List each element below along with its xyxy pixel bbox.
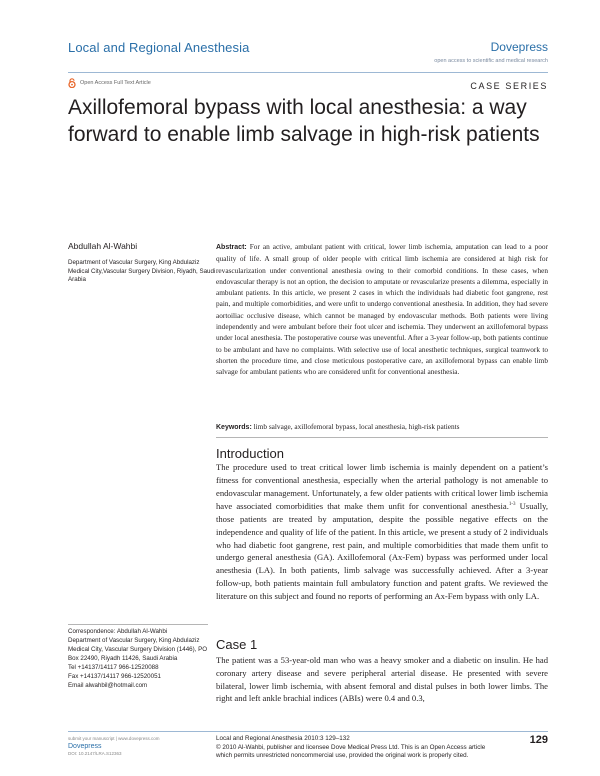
correspondence-address: Department of Vascular Surgery, King Abdulaziz Medical City, Vascular Surgery Division (1446), PO Box 22490, Riyadh 11426, Saudi Arabia <box>68 637 208 662</box>
correspondence-block <box>68 627 218 690</box>
article-title: Axillofemoral bypass with local anesthesia: a way forward to enable limb salvage in high-risk patients <box>68 96 540 146</box>
introduction-body <box>216 461 548 603</box>
abstract <box>216 241 548 378</box>
copyright-line-1: © 2010 Al-Wahbi, publisher and licensee Dove Medical Press Ltd. This is an Open Access article <box>216 743 486 751</box>
introduction-text-1: The procedure used to treat critical lower limb ischemia is mainly dependent on a patient’s fitness for conventional anesthesia, especially when the arterial pathology is not amenable to endovascular management. Unfortunately, a few older patients with critical lower limb ischemia have associated comorbidities that make them unfit for conventional anesthesia. <box>216 462 548 512</box>
open-access-lock-icon <box>68 78 76 88</box>
footer-publisher-logo[interactable]: Dovepress <box>68 743 102 750</box>
introduction-text-2: Usually, those patients are treated by amputation, despite the possible negative effects on the independence and quality of life of the patient. In this article, we present a study of 2 individuals who had diabetic foot gangrene, rest pain, and multiple comorbidities that made them unfit to undergo general anesthesia (GA). Axillofemoral (Ax-Fem) bypass was performed under local anesthesia (LA). In both patients, limb salvage was successfully achieved. After a 3-year follow-up, both patients maintain full ambulatory function and patent grafts. We reviewed the literature on this subject and found no reports of performing an Ax-Fem bypass with only LA. <box>216 501 548 601</box>
case1-body: The patient was a 53-year-old man who was a heavy smoker and a diabetic on insulin. He had coronary artery disease and severe peripheral arterial disease. He presented with severe bilateral, lower limb ischemia, with absent femoral and distal pulses in both lower limbs. The right and left ankle brachial indices (ABIs) were 0.4 and 0.3, <box>216 655 548 704</box>
abstract-rule <box>216 437 548 438</box>
page-number: 129 <box>529 734 548 746</box>
copyright-line-2: which permits unrestricted noncommercial use, provided the original work is properly cited. <box>216 752 469 760</box>
journal-name: Local and Regional Anesthesia <box>68 40 250 55</box>
introduction-heading: Introduction <box>216 446 284 461</box>
citation-ref[interactable]: 1-3 <box>508 502 516 508</box>
author-name: Abdullah Al-Wahbi <box>68 241 138 251</box>
publisher-name: Dovepress <box>490 40 548 54</box>
open-access-label <box>68 78 151 88</box>
correspondence-rule <box>68 624 208 625</box>
correspondence-tel: Tel +14137/14117 966-12520088 <box>68 664 159 671</box>
footer-citation <box>216 735 516 761</box>
correspondence-fax: Fax +14137/14117 966-12520051 <box>68 673 161 680</box>
submit-link[interactable]: submit your manuscript | www.dovepress.com <box>68 736 160 741</box>
footer-left <box>68 736 159 757</box>
open-access-text: Open Access Full Text Article <box>80 80 151 86</box>
correspondence-email[interactable]: Email alwahbil@hotmail.com <box>68 682 148 689</box>
header-rule <box>68 72 548 73</box>
publisher-logo[interactable] <box>434 40 548 64</box>
correspondence-label: Correspondence: Abdullah Al-Wahbi <box>68 628 168 635</box>
footer-rule <box>68 731 548 732</box>
author-affiliation: Department of Vascular Surgery, King Abdulaziz Medical City,Vascular Surgery Division, Riyadh, Saudi Arabia <box>68 259 216 283</box>
keywords-text: limb salvage, axillofemoral bypass, local anesthesia, high-risk patients <box>253 422 460 431</box>
case1-heading: Case 1 <box>216 637 258 652</box>
abstract-text: For an active, ambulant patient with critical, lower limb ischemia, amputation can lead to a poor quality of life. A small group of older people with critical limb ischemia are considered at high risk for revascularization under conventional anesthesia owing to their comorbid conditions. In these cases, when endovascular therapy is not an option, the decision to amputate or revascularize presents a dilemma, especially in ambulant patients. In this article, we present 2 cases in which the individuals had diabetic foot gangrene, rest pain, and multiple comorbidities, and were unfit to undergo conventional anesthesia. In addition, they had severe aortoiliac occlusive disease, which cannot be managed by endovascular methods. Both patients were living independently and were ambulant before their foot ulcer and ischemia. They underwent an axillofemoral bypass under local anesthesia. The postoperative course was uneventful. After a 3-year follow-up, both patients continue to be ambulant and have no complaints. With selective use of local anesthetic techniques, surgical teamwork to shorten the procedure time, and close meticulous postoperative care, an axillofemoral bypass can enable limb salvage for ambulant patients who are considered unfit for conventional anesthesia. <box>216 242 549 377</box>
section-label: CASE SERIES <box>470 81 548 91</box>
keywords <box>216 421 548 433</box>
keywords-label: Keywords: <box>216 424 252 431</box>
publisher-tagline: open access to scientific and medical research <box>434 58 548 64</box>
footer-doi: DOI: 10.2147/LRA.S12363 <box>68 751 122 756</box>
abstract-label: Abstract: <box>216 244 247 251</box>
citation-line: Local and Regional Anesthesia 2010:3 129–132 <box>216 735 350 742</box>
